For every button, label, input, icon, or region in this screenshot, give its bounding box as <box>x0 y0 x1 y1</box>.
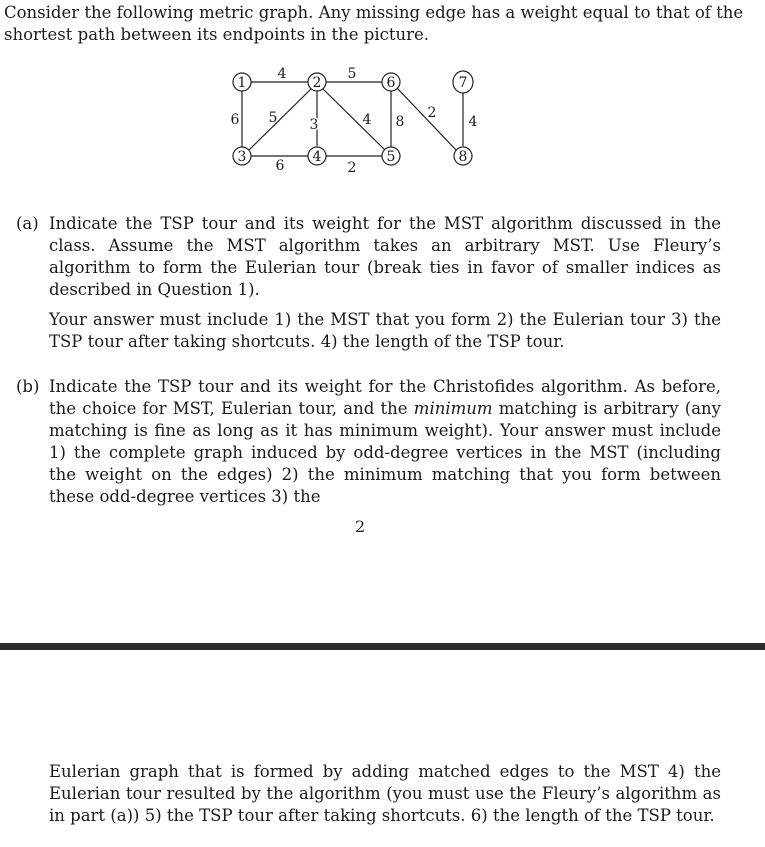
node-label-7: 7 <box>458 75 468 91</box>
part-b-label: (b) <box>16 377 40 396</box>
part-b-text-start: Indicate the TSP tour and its weight for the Christofides algorithm. As before, the choice for MST, Eulerian tour, and the <box>49 377 721 418</box>
node-label-1: 1 <box>237 75 247 91</box>
weight-6-8: 2 <box>427 105 437 121</box>
part-a-label: (a) <box>16 214 39 233</box>
weight-1-2: 4 <box>277 66 287 82</box>
node-label-2: 2 <box>312 75 322 91</box>
part-b-continuation-text: Eulerian graph that is formed by adding matched edges to the MST 4) the Eulerian tour resulted by the algorithm (you must use the Fleury’s algorithm as in part (a)) 5) the TSP tour after taking shortcuts. 6) the length of the TSP tour. <box>49 762 721 825</box>
intro-text: Consider the following metric graph. Any missing edge has a weight equal to that of the shortest path between its endpoints in the picture. <box>4 3 744 44</box>
metric-graph <box>218 62 498 177</box>
weight-3-4: 6 <box>275 158 285 174</box>
weight-7-8: 4 <box>468 114 478 130</box>
weight-2-5: 4 <box>362 112 372 128</box>
part-a <box>16 213 721 353</box>
part-b-emphasis: minimum <box>413 399 493 418</box>
part-b <box>16 376 721 508</box>
edge-2-5 <box>322 88 386 151</box>
weight-4-5: 2 <box>347 160 357 176</box>
weight-2-6: 5 <box>347 66 357 82</box>
node-label-8: 8 <box>458 149 468 165</box>
page-divider <box>0 643 765 650</box>
weight-1-3: 6 <box>230 112 240 128</box>
part-a-paragraph-2: Your answer must include 1) the MST that you form 2) the Eulerian tour 3) the TSP tour after taking shortcuts. 4) the length of the TSP tour. <box>49 310 721 351</box>
weight-2-4: 3 <box>309 117 319 133</box>
weight-6-5: 8 <box>395 114 405 130</box>
page-number: 2 <box>355 517 366 536</box>
node-label-6: 6 <box>386 75 396 91</box>
node-label-3: 3 <box>237 149 247 165</box>
part-a-paragraph-1: Indicate the TSP tour and its weight for the MST algorithm discussed in the class. Assume the MST algorithm takes an arbitrary MST. Use Fleury’s algorithm to form the Eulerian tour (break ties in favor of smaller indices as described in Question 1). <box>49 214 721 299</box>
weight-2-3: 5 <box>268 110 278 126</box>
edge-2-3 <box>248 88 312 151</box>
part-b-paragraph <box>49 376 721 508</box>
part-b-continuation <box>16 761 721 827</box>
node-label-4: 4 <box>312 149 322 165</box>
part-b-text-end: matching is arbitrary (any matching is fine as long as it has minimum weight). Your answer must include 1) the complete graph induced by odd-degree vertices in the MST (including the weight on the edges) 2) the minimum matching that you form between these odd-degree vertices 3) the <box>49 399 722 506</box>
node-label-5: 5 <box>386 149 396 165</box>
